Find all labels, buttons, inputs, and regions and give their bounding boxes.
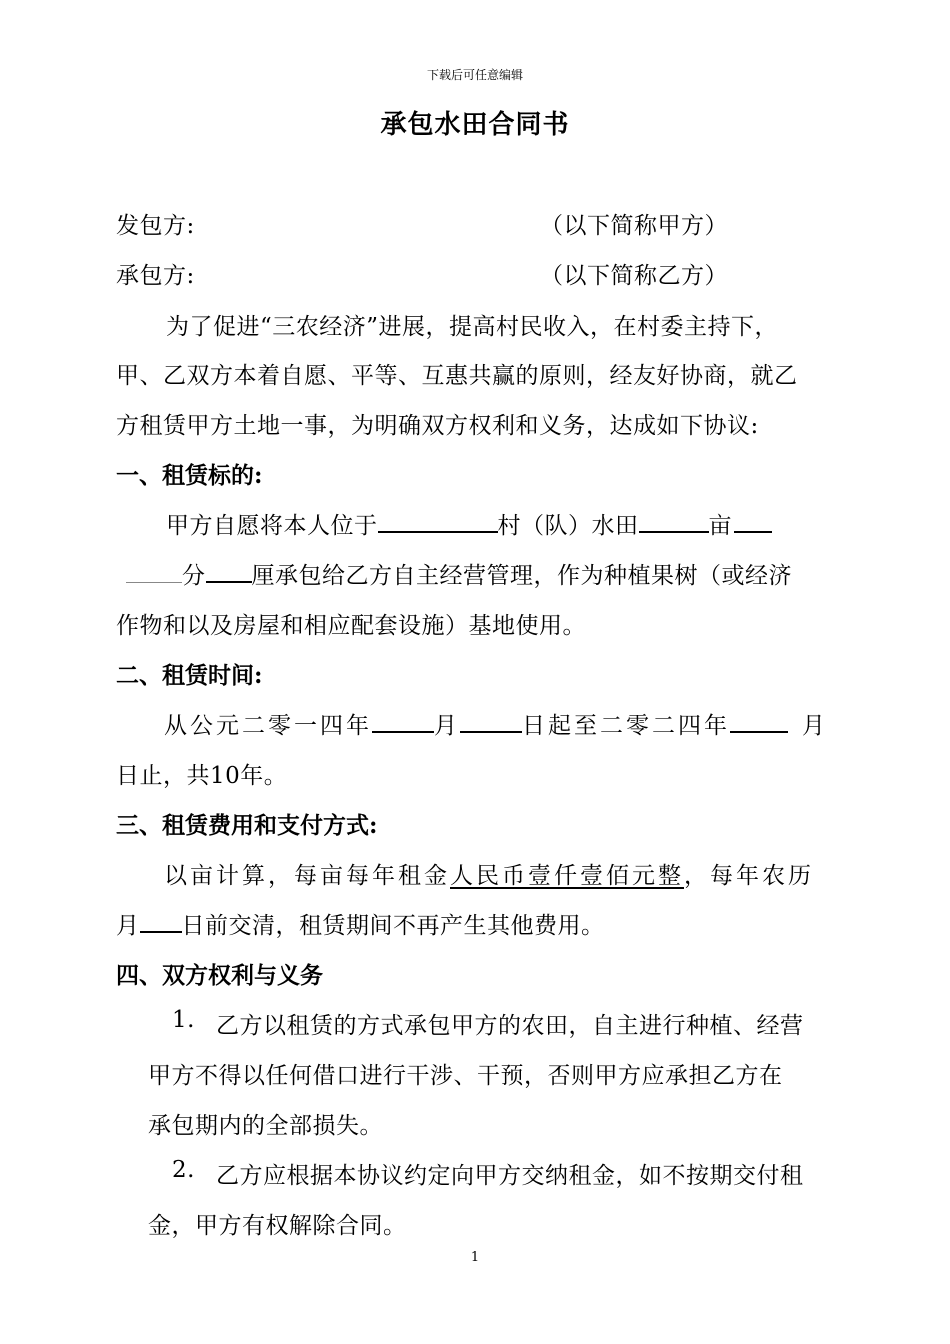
fen-blank-cont <box>126 560 182 583</box>
preamble-line-2: 甲、乙双方本着自愿、平等、互惠共赢的原则，经友好协商，就乙 <box>116 363 798 389</box>
party-a-label: 发包方: <box>116 213 195 239</box>
section-1-line-2 <box>126 557 792 590</box>
section-2-line-2: 日止，共10年。 <box>116 763 288 789</box>
section-2-text-d: 月 <box>802 713 828 739</box>
start-month-blank <box>372 709 434 733</box>
section-1-text-a: 甲方自愿将本人位于 <box>166 513 378 539</box>
document-title: 承包水田合同书 <box>380 110 570 140</box>
section-4-heading: 四、双方权利与义务 <box>116 962 323 989</box>
li-blank <box>206 559 252 583</box>
party-b-label: 承包方: <box>116 263 195 289</box>
section-1-text-e: 厘承包给乙方自主经营管理，作为种植果树（或经济 <box>251 563 792 589</box>
section-3-text-a: 以亩计算，每亩每年租金 <box>164 863 450 889</box>
section-3-text-b: ，每年农历 <box>684 863 814 889</box>
item-2-line-1: 乙方应根据本协议约定向甲方交纳租金，如不按期交付租 <box>216 1163 804 1189</box>
item-1-number: 1. <box>172 1007 195 1033</box>
start-day-blank <box>460 709 522 733</box>
section-1-line-3: 作物和以及房屋和相应配套设施）基地使用。 <box>116 613 586 639</box>
section-2-heading: 二、租赁时间: <box>116 662 263 689</box>
section-1-text-d: 分 <box>182 563 206 589</box>
section-2-text-b: 月 <box>434 713 460 739</box>
section-3-line-2 <box>116 907 605 940</box>
section-3-text-d: 日前交清，租赁期间不再产生其他费用。 <box>181 913 605 939</box>
header-note: 下载后可任意编辑 <box>426 68 523 82</box>
rent-amount: 人民币壹仟壹佰元整 <box>450 863 684 889</box>
item-2-line-2: 金，甲方有权解除合同。 <box>148 1213 407 1239</box>
section-1-line-1 <box>166 507 772 540</box>
item-1-line-1: 乙方以租赁的方式承包甲方的农田，自主进行种植、经营 <box>216 1013 804 1039</box>
section-3-text-c: 月 <box>116 913 140 939</box>
preamble-line-3: 方租赁甲方土地一事，为明确双方权利和义务，达成如下协议: <box>116 413 759 439</box>
item-2-number: 2. <box>172 1157 195 1183</box>
section-3-line-1 <box>164 857 814 890</box>
village-blank <box>378 509 498 533</box>
section-2-text-a: 从公元二零一四年 <box>164 713 372 739</box>
mu-blank <box>639 509 709 533</box>
section-1-heading: 一、租赁标的: <box>116 462 263 489</box>
end-month-blank <box>730 709 788 733</box>
section-2-line-1 <box>164 707 828 740</box>
section-1-text-c: 亩 <box>708 513 732 539</box>
fen-blank-start <box>734 509 772 533</box>
page-number: 1 <box>470 1250 480 1265</box>
item-1-line-3: 承包期内的全部损失。 <box>148 1113 383 1139</box>
item-1-line-2: 甲方不得以任何借口进行干涉、干预，否则甲方应承担乙方在 <box>148 1063 783 1089</box>
preamble-line-1: 为了促进“三农经济”进展，提高村民收入，在村委主持下， <box>166 314 779 340</box>
payment-month-blank <box>140 909 182 933</box>
section-3-heading: 三、租赁费用和支付方式: <box>116 812 378 839</box>
section-2-text-c: 日起至二零二四年 <box>522 713 730 739</box>
party-b-alias: （以下简称乙方） <box>540 263 728 289</box>
section-1-text-b: 村（队）水田 <box>497 513 639 539</box>
party-a-alias: （以下简称甲方） <box>540 213 728 239</box>
